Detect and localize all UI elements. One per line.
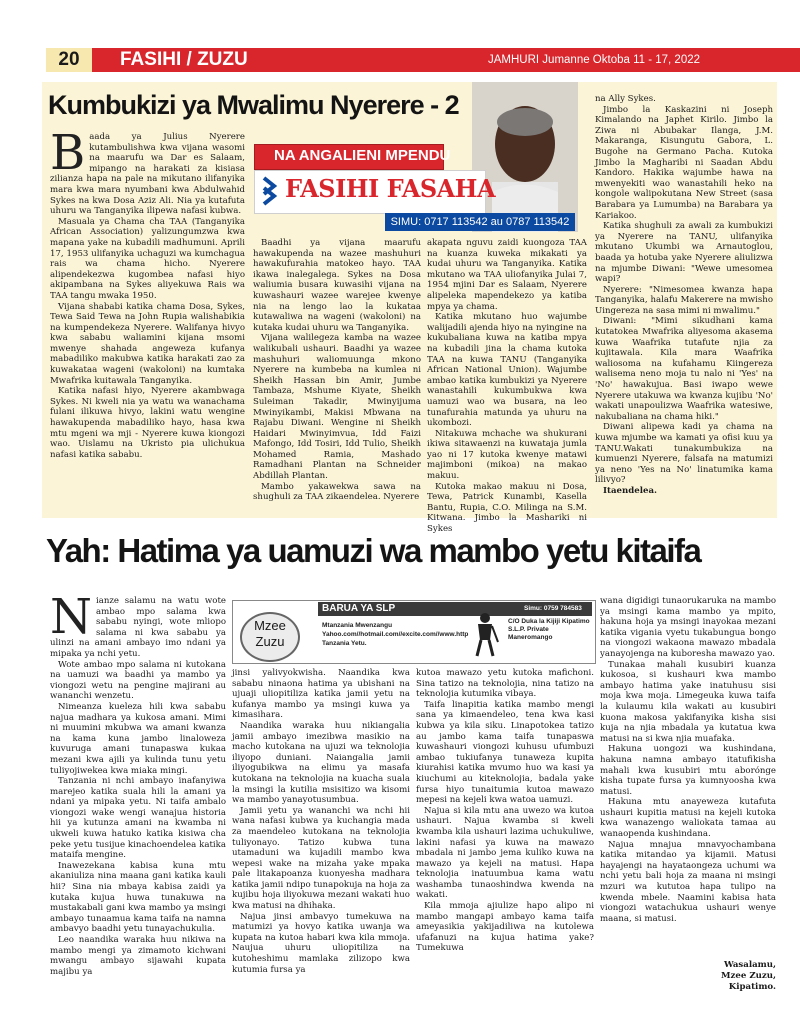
article2-column-4 — [600, 596, 776, 948]
barua-country: Tanzania Yetu. — [322, 640, 367, 647]
paragraph: Jamii yetu ya wananchi wa nchi hii wana nafasi kubwa ya kuchangia mada za maendeleo kutokana na teknolojia tuliyonayo. Tatizo kubwa tuna utamaduni wa kujadili mambo kwa wepesi wake na mizaha yake mpaka pale litakapoanza kuonyesha madhara katika jamii ndipo tunapokuja na hoja za kujibu hoja iliyokuwa mezani wakati huo kwa matusi na dhihaka. — [232, 805, 410, 912]
paragraph: Nimeanza kueleza hili kwa sababu najua madhara ya kukosa amani. Mimi ni muumini mkubwa wa amani kwanza na kama kuna jambo linaloweza kuvuruga amani tunapaswa kukaa mezani kwa ajili ya kulinda tunu yetu tuliyojiwekea kwa miaka mingi. — [50, 701, 226, 776]
paragraph: Kila mmoja ajiulize hapo alipo ni mambo mangapi ambayo kama taifa ameyasikia yakijadiliwa na kutolewa ufafanuzi na kujua hatima yake? Tumekuwa — [416, 901, 594, 954]
continues-note: Itaendelea. — [603, 485, 658, 496]
column-phone: SIMU: 0717 113542 au 0787 113542 — [385, 213, 575, 231]
mzee-zuzu-logo: Mzee Zuzu — [240, 612, 300, 662]
article2-column-2 — [232, 668, 410, 1010]
article-title: Kumbukizi ya Mwalimu Nyerere - 2 — [48, 90, 459, 120]
paragraph: Diwani: "Mimi sikudhani kama kutatokea Mwafrika aliyesoma akasema kuwa Waafrika tutafute njia za kujitawala. Kila mara Waafrika waliosoma na kufahamu Kiingereza walisema neno moja tu nalo ni 'Yes' na 'No' hawakujua. Basi iwapo wewe Nyerere utakuwa wa kwanza kujibu 'No' wakati unapoulizwa Waafrika watesiwe, nakubaliana na chama hiki." — [595, 316, 773, 422]
walking-man-icon — [468, 612, 502, 658]
paragraph: Taifa linapitia katika mambo mengi sana ya kimaendeleo, tena kwa kasi kubwa ya kila siku. Linapotokea tatizo au jambo kama taifa tunapaswa kuwashauri viongozi kuhusu ufumbuzi ambao tukiufanya tunaweza kupita kiurahisi katika mvumo huo wa kasi ya kiuchumi au kiteknolojia, badala yake fursa hiyo tunaitumia kutoa mawazo mepesi na kejeli kwa watoa uamuzi. — [416, 699, 594, 806]
paragraph: Vijana walilegeza kamba na wazee walikubali ushauri. Baadhi ya wazee mashuhuri waliomuunga mkono Nyerere na kumbeba na kumlea ni Sheikh Hassan bin Amir, Jumbe Tambaza, Mshume Kiyate, Sheikh Suleiman Takadir, Mwinyijuma Mwinyikambi, Makisi Mbwana na Rajabu Diwani. Wengine ni Sheikh Haidari Mwinyimvua, Idd Faizi Mafongo, Idd Tosiri, Idd Tulio, Sheikh Mohamed Ramia, Mashado Ramadhani Plantan na Schneider Abdillah Plantan. — [253, 333, 421, 482]
paragraph: kutoa mawazo yetu kutoka mafichoni. Sina tatizo na teknolojia, nina tatizo na teknolojia kutumika vibaya. — [416, 668, 594, 700]
page-number: 20 — [46, 48, 92, 72]
signoff-line: Wasalamu, — [723, 960, 776, 970]
article2-column-1 — [50, 589, 226, 1010]
barua-address: C/O Duka la Kijiji Kipatimo S.L.P. Private Maneromango — [508, 618, 590, 641]
paragraph: Inawezekana kabisa kuna mtu akaniuliza nina maana gani katika kauli hii? Sina nia mbaya kabisa zaidi ya kutaka kujua huwa tunakuwa na mustakabali gani kwa mambo ya msingi ambayo tunaamua kama taifa na namna ambavyo baadhi yetu tunayachukulia. — [50, 860, 226, 935]
barua-header: BARUA YA SLP — [318, 602, 592, 616]
barua-greeting: Mtanzania Mwenzangu — [322, 622, 393, 629]
signoff-line: Mzee Zuzu, — [721, 971, 776, 981]
drop-cap: N — [50, 589, 92, 645]
paragraph: Katika shughuli za awali za kumbukizi ya Nyerere na TANU, ulifanyika mkutano Ukumbi wa Arnautoglou, baada ya hotuba yake Nyerere aliulizwa na mjumbe Diwani: "Wewe umesomea wapi? — [595, 221, 773, 285]
paragraph: Baadhi ya vijana maarufu hawakupenda na wazee mashuhuri hawakufurahia matokeo hayo. TAA ikawa inalegalega. Sykes na Dosa waliumia busara kuwasihi vijana na kuwashauri wazee warejee kwenye nia na lengo lao la kukataa kutawaliwa na wageni (wakoloni) na kutaka kudai uhuru wa Tanganyika. — [253, 238, 421, 333]
paragraph: Naandika waraka huu nikiangalia jamii ambayo imezibwa masikio na macho kutokana na ujuzi wa teknolojia iliyopo duniani. Naiangalia jamii iliyogubikwa na elimu ya masafa kutokana na teknolojia na kuacha suala la msingi la kutilia msisitizo wa kisomi wa mambo yanayotusumbua. — [232, 720, 410, 806]
column-logo: FASIHI FASAHA — [285, 174, 496, 203]
barua-emails: Yahoo.com//hotmail.com//excite.com//www.http — [322, 631, 469, 638]
paragraph: Katika mkutano huo wajumbe walijadili ajenda hiyo na nyingine na kukubaliana kuwa na katiba mpya na kubadili jina la chama kutoka TAA na kuwa TANU (Tanganyika African National Union). Wajumbe ambao katika kumbukizi ya Nyerere wanastahili kukumbukwa kwa uamuzi wao wa busara, na leo tunafurahia matunda ya uhuru na ukombozi. — [427, 312, 587, 429]
paragraph: Nitakuwa mchache wa shukurani ikiwa sitawaenzi na kuwataja jumla yao ni 17 kutoka kwenye matawi majimboni (mikoa) na makao makuu. — [427, 428, 587, 482]
paragraph: Kutoka makao makuu ni Dosa, Tewa, Patrick Kunambi, Kasella Bantu, Rupia, C.O. Milinga na S.M. Kitwana. Jimbo la Mashariki ni Sykes — [427, 481, 587, 535]
issue-date: JAMHURI Jumanne Oktoba 11 - 17, 2022 — [488, 54, 701, 66]
paragraph: Tanzania ni nchi ambayo inafanyiwa marejeo katika suala hili la amani ya ndani ya mipaka yetu. Ni taifa ambalo viongozi wake wengi wanajua historia hii ya kutunza amani na kwamba ni ukweli kuwa hatuko katika kisiwa cha peke yetu tusijue kinachoendelea katika mataifa mengine. — [50, 776, 226, 861]
paragraph: Hakuna mtu anayeweza kutafuta ushauri kupitia matusi na kejeli kutoka kwa wanazengo waliokata tamaa au wanaopenda kushindana. — [600, 797, 776, 840]
paragraph: Najua jinsi ambavyo tumekuwa na matumizi ya hovyo katika uwanja wa kupata na kutoa habari kwa kila mmoja. Naujua uhuru uliopitiliza na kutoheshimu mamlaka zilizopo kwa kutumia fursa ya — [232, 911, 410, 975]
paragraph: Vijana shababi katika chama Dosa, Sykes, Tewa Said Tewa na John Rupia walishabikia na kumpendekeza Nyerere. Walifanya hivyo kwa sababu waliamini kijana msomi mwenye shahada angeweza kufanya mabadiliko makubwa katika harakati zao za kuwakataa wageni (wakoloni) na kumtaka Mwafrika kuitawala Tanganyika. — [50, 301, 245, 386]
paragraph: Leo naandika waraka huu nikiwa na mambo mengi ya zimamoto kichwani mwangu ambayo sijawahi kupata majibu ya — [50, 935, 226, 977]
paragraph: Tunakaa mahali kusubiri kuanza kukosoa, si kushauri kwa mambo ambayo hatima yake inatuhusu sisi moja kwa moja. Limegeuka kuwa taifa la kulaumu kila wakati au kusubiri kuona makosa yakifanyika kisha sisi kuja na njia mbadala ya kutatua kwa matusi na si kwa njia muafaka. — [600, 659, 776, 744]
paragraph: aada ya Julius Nyerere kutambulishwa kwa vijana wasomi na maarufu wa Dar es Salaam, mipango na harakati za kisiasa zilianza hapa na pale na mikutano ilifanyika mara kwa mara nyumbani kwa Abdulwahid Sykes na kwa Dosa Aziz Ali. Nia ya kutafuta uhuru wa Tanganyika ilipewa nafasi kubwa. — [50, 132, 245, 217]
drop-cap: B — [50, 125, 86, 181]
chevron-logo-icon — [262, 176, 282, 206]
paragraph: Wote ambao mpo salama ni kutokana na uamuzi wa baadhi ya mambo ya viongozi wetu na pengine majirani au wananchi wenzetu. — [50, 659, 226, 702]
article-title: Yah: Hatima ya uamuzi wa mambo yetu kitaifa — [46, 532, 701, 569]
signoff — [680, 960, 776, 993]
article1-column-4 — [595, 94, 773, 504]
paragraph: Najua si kila mtu ana uwezo wa kutoa ushauri. Najua kwamba si kweli kwamba kila ushauri lazima uchukuliwe, lakini nafasi ya kuwa na mawazo mbadala ni jambo jema kuliko kuwa na mawazo ya kejeli na matusi. Hapa teknolojia inatuumbua kama watu washamba tunaoshindwa kwenda na wakati. — [416, 805, 594, 901]
article1-column-1 — [50, 125, 245, 514]
article1-column-3 — [427, 238, 587, 535]
paragraph: Katika nafasi hiyo, Nyerere akambwaga Sykes. Ni kweli nia ya watu wa wanachama fulani ilikuwa hivyo, lakini watu wengine hawakupenda mabadiliko hayo, hasa kwa mtu mgeni wa mji - Nyerere kuwa kiongozi wao. Uislamu na Ukristo pia ulichukua nafasi katika sababu. — [50, 386, 245, 460]
signoff-line: Kipatimo. — [728, 982, 776, 992]
barua-phone: Simu: 0759 784583 — [524, 605, 582, 612]
paragraph: ianze salamu na watu wote ambao mpo salama kwa sababu nyingi, wote mliopo salama ni kwa sababu ya ulinzi na amani ambayo imo ndani ya mipaka ya nchi yetu. — [50, 596, 226, 659]
paragraph: wana digidigi tunaorukaruka na mambo ya msingi kama mambo ya mpito, hakuna hoja ya msingi inayokaa mezani katika vigania vyetu tukabungua bongo na viongozi wakaona mawazo mbadala yanayojenga na kuboresha mawazo yao. — [600, 596, 776, 659]
paragraph: na Ally Sykes. — [595, 94, 656, 104]
paragraph: Najua mnajua mnavyochambana katika mitandao ya kijamii. Matusi hayajengi na hayataongeza uchumi wa nchi yetu bali hoja za maana ni msingi mzuri wa kututoa hapa tulipo na kwenda mbele. Naamini kabisa hata viongozi watachukua ushauri wenye maana, si matusi. — [600, 839, 776, 924]
column-banner-text: NA ANGALIENI MPENDU — [274, 147, 451, 164]
paragraph: Nyerere: "Nimesomea kwanza hapa Tanganyika, halafu Makerere na mwisho Uingereza na sasa mimi ni mwalimu." — [595, 284, 773, 316]
paragraph: Jimbo la Kaskazini ni Joseph Kimalando na Japhet Kirilo. Jimbo la Ziwa ni Abubakar Ilanga, J.M. Makaranga, Kisungutu Gabora, L. Bugohe na Germano Pacha. Kutoka Jimbo la Magharibi ni Saadan Abdu Kandoro. Hakika wajumbe hawa na mwenyekiti wao wanastahili heko na kongole walipokutana New Street (sasa Barabara ya Lumumba) na Barabara ya Kariakoo. — [595, 104, 773, 221]
paragraph: jinsi yalivyokwisha. Naandika kwa sababu ninaona hatima ya ubishani na ujuaji uliopitiliza katika jamii yetu na kufanya mambo ya msingi kuwa ya kimasihara. — [232, 668, 410, 721]
article1-column-2 — [253, 238, 421, 514]
paragraph: Mambo yakawekwa sawa na shughuli za TAA zikaendelea. Nyerere — [253, 481, 421, 503]
section-title: FASIHI / ZUZU — [120, 49, 248, 70]
article2-column-3 — [416, 668, 594, 1010]
paragraph: Diwani alipewa kadi ya chama na kuwa mjumbe wa kamati ya ofisi kuu ya TANU.Wakati tunakumbukiza na kumuenzi Nyerere, falsafa na matumizi ya neno 'Yes na No' linatumika kama lilivyo? — [595, 422, 773, 486]
paragraph: akapata nguvu zaidi kuongoza TAA na kuanza kuweka mikakati ya kudai uhuru wa Tanganyika. Katika mkutano wa TAA uliofanyika Julai 7, 1954 mjini Dar es Salaam, Nyerere alipeleka mapendekezo ya katiba mpya ya chama. — [427, 238, 587, 312]
paragraph: Masuala ya Chama cha TAA (Tanganyika African Association) yalizungumzwa kwa mapana yake na kubadili madhumuni. Aprili 17, 1953 ulifanyika uchaguzi wa kumchagua rais wa chama hicho. Nyerere alipendekezwa kugombea nafasi hiyo akipambana na Sykes aliyekuwa Rais wa TAA tangu mwaka 1950. — [50, 216, 245, 301]
paragraph: Hakuna uongozi wa kushindana, hakuna namna ambayo itatufikisha mahali kwa kusubiri mtu aborónge kisha tupate fursa ya kumnyoosha kwa matusi. — [600, 744, 776, 797]
